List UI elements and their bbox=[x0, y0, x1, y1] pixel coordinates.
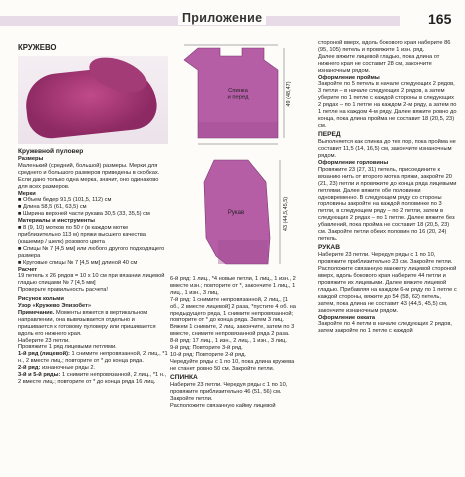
gauge-heading: Расчет bbox=[18, 266, 38, 273]
page-section-title: Приложение bbox=[178, 11, 266, 25]
back-front-piece bbox=[184, 45, 292, 144]
pullover-photo bbox=[18, 56, 168, 144]
row-heading: 1-й ряд (лицевой): bbox=[18, 351, 70, 358]
row-text: Провяжите 1 ряд лицевыми петлями. bbox=[18, 344, 117, 351]
materials-text: ■ 8 (9, 10) мотков по 50 г (в каждом мотке приблизительно 113 м) пряжи высшего качества (кашемир / шелк) розового цвета bbox=[18, 225, 146, 245]
sleeve-cap-heading: Оформление окката bbox=[318, 314, 376, 321]
body-text: стороной вверх, вдоль бокового края наберите 86 (95, 105) петель и провяжите 1 изн. ряд. bbox=[318, 40, 451, 53]
measures-heading: Мерки bbox=[18, 190, 36, 197]
row-text: 1 снимите непровязанной, 2 лиц., *1 н., 2 вместе лиц.; повторите от * до конца ряда 16 лиц. bbox=[18, 372, 167, 385]
sizes-heading: Размеры bbox=[18, 156, 44, 162]
pattern-heading: Рисунок кольми bbox=[18, 296, 64, 303]
row-text: 6-й ряд: 1 лиц., *4 новые петли, 1 лиц., 1 изн., 2 вместе изн.; повторите от *, закончите 1 лиц., 1 лиц., 1 изн., 3 лиц. bbox=[170, 276, 296, 296]
sleeve-label: Рукав bbox=[227, 210, 245, 216]
row-heading: 3-й и 5-й ряды: bbox=[18, 372, 61, 379]
left-column bbox=[18, 40, 168, 386]
sleeve-text: Наберите 23 петли. Чередуя ряды с 1 по 10, провяжите приблизительно 23 см. Закройте петли. bbox=[318, 252, 453, 266]
measure-line: ■ Длина 58,5 (61, 63,5) см bbox=[18, 204, 87, 211]
back-label: Спинка и перед bbox=[227, 88, 249, 101]
section-title: КРУЖЕВО bbox=[18, 43, 57, 52]
pattern-diagram bbox=[176, 42, 316, 274]
sleeve-cap-text: Закройте по 4 петли в начале следующих 2 рядов, затем закройте по 1 петле с каждой bbox=[318, 321, 452, 335]
gauge-text: 19 петель х 26 рядов = 10 х 10 см при вязании лицевой гладью спицами № 7 [4,5 мм] bbox=[18, 273, 165, 287]
neckline-heading: Оформление горловины bbox=[318, 160, 389, 166]
note-heading: Примечание. bbox=[18, 309, 55, 316]
right-column bbox=[318, 40, 458, 335]
sleeve-piece bbox=[204, 160, 289, 264]
sleeve-dimension: 43 (44,5,45,5) bbox=[283, 196, 289, 232]
row-heading: 2-й ряд: bbox=[18, 365, 41, 372]
row-text: изнаночные ряды 2. bbox=[41, 365, 96, 372]
materials-text: ■ Круговые спицы № 7 [4,5 мм] длиной 40 см bbox=[18, 259, 138, 266]
page-number: 165 bbox=[428, 11, 452, 27]
row-text: 7-й ряд: 1 снимите непровязанной, 2 лиц., [1 об., 2 вместе лицевой] 2 раза, *пустите 4 об. на предыдущего ряда, 1 снимите непровязанной; повторите от * до конца ряда. Затем 3 лиц. Вяжем 1 снимите, 2 лиц. закончите, затем по 3 вместе, снимите непровязанной ряда 2 раза. bbox=[170, 296, 296, 338]
body-text: Далее вяжите лицевой гладью, пока длина от нижнего края не составит 28 см, закончите изнаночным рядом. bbox=[318, 53, 440, 74]
materials-text: ■ Спицы № 7 [4,5 мм] или любого другого подходящего размера bbox=[18, 245, 165, 259]
item-title: Кружевной пуловер bbox=[18, 148, 84, 155]
cast-on-text: Наберите 23 петли. bbox=[18, 337, 70, 344]
pattern-name: Узор «Кружево Эпизобет» bbox=[18, 303, 92, 310]
repeat-text: Чередуйте ряды с 1 по 10, пока длина кружева не станет ровно 50 см. Закройте петли. bbox=[170, 358, 295, 372]
neckline-text: Провяжите 23 (27, 31) петель, присоедините к вязанию нить от второго мотка пряжи, закройте 20 (21, 23) петли и провяжите до конца ряда лицевыми петлями. Далее вяжите обе половинки одновременно. В следующем ряду со стороны горловины закройте на каждой половинке по 3 петли, в следующем ряду – по 2 петли, затем в следующих 2 рядах – по 1 петле. Далее вяжите без убавлений, пока пройма не составит 18 (20,5, 23) см. Закройте петли обеих половин по 16 (20, 24) петель. bbox=[318, 166, 457, 242]
gauge-text: Проверьте правильность расчета! bbox=[18, 287, 109, 294]
front-text: Выполняется как спинка до тех пор, пока пройма не составит 11,5 (14, 16,5) см, закончите изнаночным рядом. bbox=[318, 139, 456, 160]
page-header bbox=[0, 10, 465, 32]
armhole-heading: Оформление проймы bbox=[318, 74, 380, 81]
back-text: Наберите 23 петли. Чередуя ряды с 1 по 10, провяжите приблизительно 46 (51, 56) см. Закройте петли. bbox=[170, 382, 288, 402]
back-heading: СПИНКА bbox=[170, 374, 198, 382]
row-text: 9-й ряд: Повторите 3-й ряд. bbox=[170, 345, 243, 352]
materials-heading: Материалы и инструменты bbox=[18, 218, 95, 225]
note-text: Моменты вяжется в вертикальном направлении, она вывязывается отдельно и пришивается к готовому пуловеру или пришивается вдоль его нижнего края. bbox=[18, 309, 156, 337]
front-heading: ПЕРЕД bbox=[318, 131, 341, 139]
back-text: Расположите связанную кайму лицевой bbox=[170, 402, 276, 409]
back-dimension: 49 (48,47) bbox=[286, 81, 292, 107]
sizes-text: Маленький (средний, большой) размеры. Мерки для среднего и большого размеров приведены в скобках. Если дано только одна мерка, значит, оно одинаково для всех размеров. bbox=[18, 162, 160, 190]
row-text: 10-й ряд: Повторите 2-й ряд. bbox=[170, 351, 247, 358]
sleeve-text: Расположите связанную манжету лицевой стороной вверх, вдоль бокового края наберите 44 петли и провяжите их лицевыми. Далее вяжите лицевой гладью. Прибавляя на каждом 6-м ряду по 1 петле с каждой стороны, вяжите до 54 (58, 62) петель, затем, пока длина не составит 43 (44,5, 45,5) см, закончите изнаночным рядом. bbox=[318, 266, 457, 314]
row-text: 8-й ряд: 17 лиц., 1 изн., 2 лиц., 1 изн., 3 лиц. bbox=[170, 338, 288, 345]
row-text: 1 снимите непровязанной, 2 лиц., *1 н., 2 вместе лиц.; повторите от * до конца ряда. bbox=[18, 351, 168, 365]
measure-line: ■ Ширина верхней части рукава 30,5 (33, 35,5) см bbox=[18, 211, 150, 218]
measure-line: ■ Объем бедер 91,5 (101,5, 112) см bbox=[18, 197, 112, 204]
armhole-text: Закройте по 5 петель в начале следующих 2 рядов, 3 петли – в начале следующих 2 рядов, а затем уберите по 1 петле с каждой стороны в следующих 2 рядах – по 1 петле на каждом 2-м ряду, а затем по 1 петле на каждом 4-м ряду. Далее вяжите ровно до конца, пока длина пройма не составит 18 (20,5, 23) см. bbox=[318, 81, 457, 129]
middle-column bbox=[170, 276, 298, 410]
sleeve-heading: РУКАВ bbox=[318, 244, 340, 252]
